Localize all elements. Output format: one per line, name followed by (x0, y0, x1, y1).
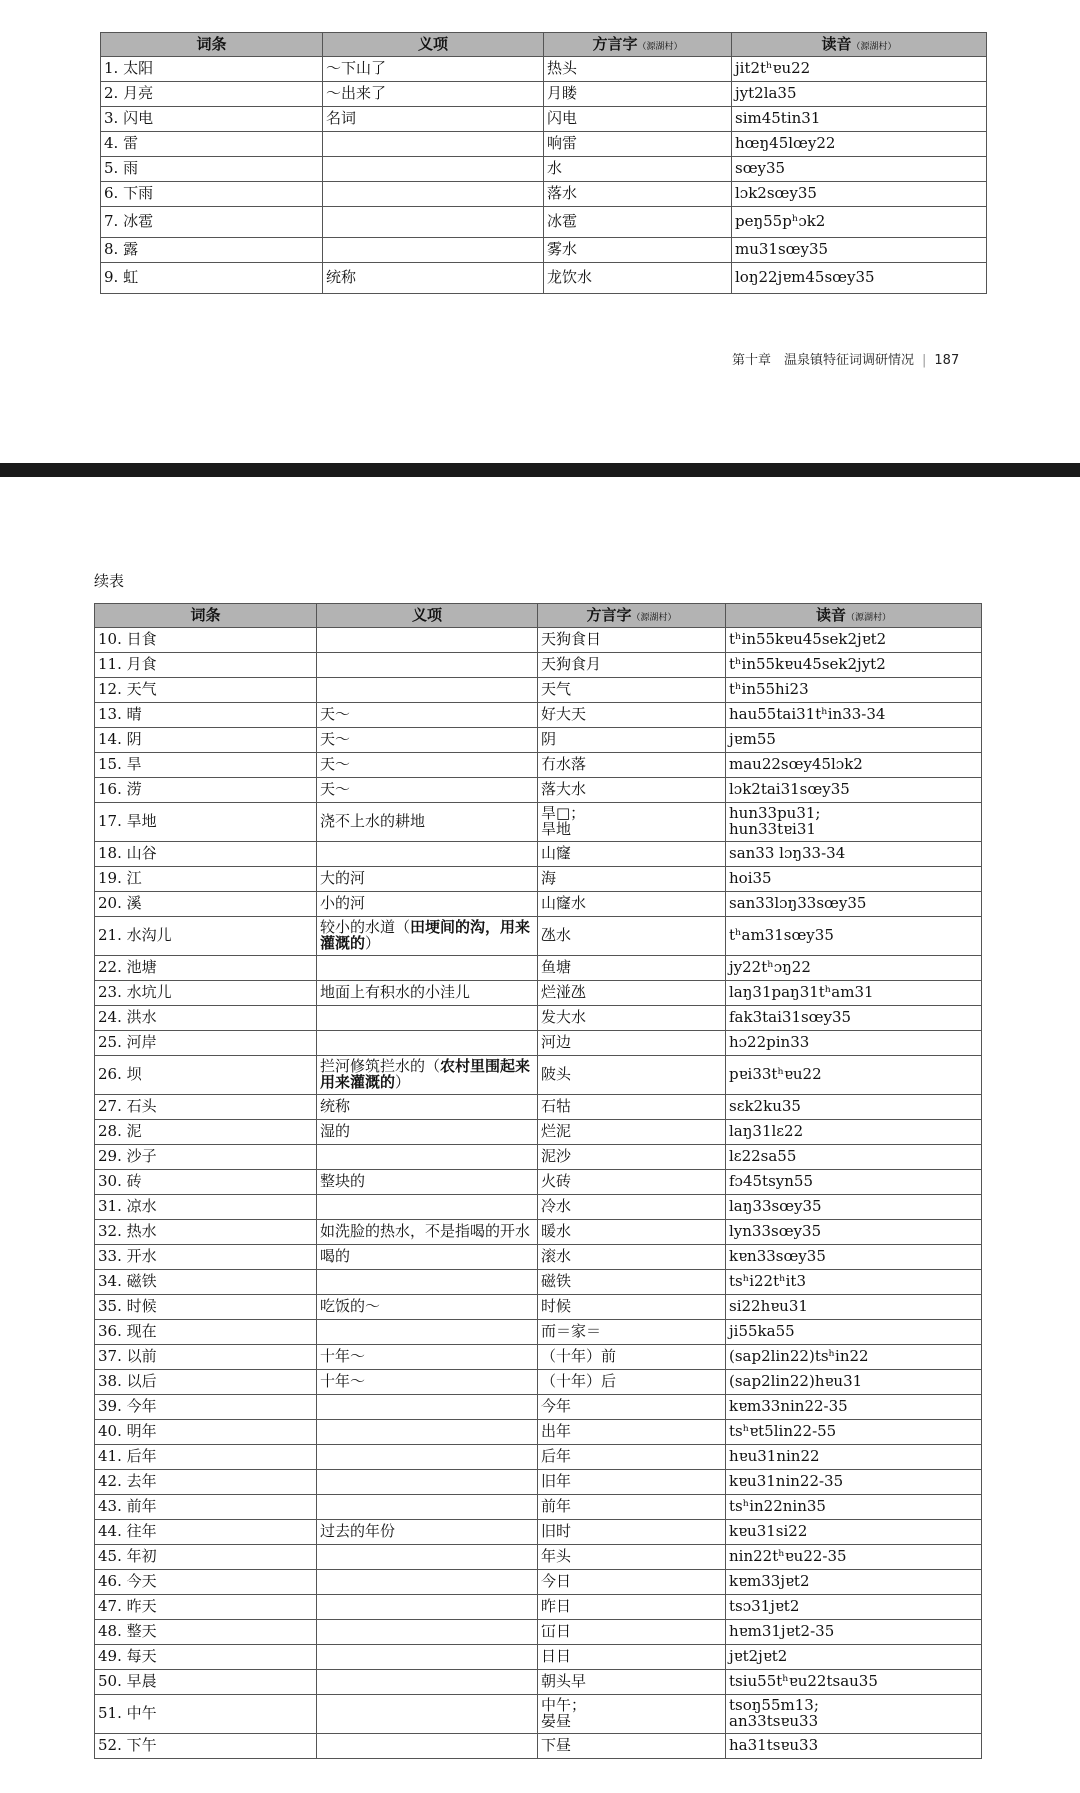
cell-dialect-char: 天气 (538, 678, 726, 703)
header-pronunciation: 读音（源湖村） (726, 604, 982, 628)
cell-pronunciation: ha31tsɐu33 (726, 1734, 982, 1759)
table-row (95, 678, 982, 703)
cell-pronunciation: jit2tʰɐu22 (732, 57, 987, 82)
cell-term: 35. 时候 (95, 1295, 317, 1320)
continued-label: 续表 (94, 572, 125, 590)
cell-term: 8. 露 (101, 238, 323, 263)
vocab-table-continued (94, 603, 982, 1759)
cell-dialect-char: 水 (544, 157, 732, 182)
cell-pronunciation: tʰam31sœy35 (726, 917, 982, 956)
table-row (95, 653, 982, 678)
cell-meaning: 统称 (323, 263, 544, 294)
table-row (95, 867, 982, 892)
table-row (95, 1545, 982, 1570)
cell-term: 48. 整天 (95, 1620, 317, 1645)
cell-pronunciation: hɐu31nin22 (726, 1445, 982, 1470)
cell-pronunciation: loŋ22jɐm45sœy35 (732, 263, 987, 294)
cell-pronunciation: hɐm31jɐt2-35 (726, 1620, 982, 1645)
table-body (101, 57, 987, 294)
cell-pronunciation: san33 lɔŋ33-34 (726, 842, 982, 867)
cell-meaning (323, 238, 544, 263)
header-note: （源湖村） (637, 41, 683, 52)
header-note: （源湖村） (851, 41, 897, 52)
cell-dialect-char: 响雷 (544, 132, 732, 157)
cell-dialect-char: 氹水 (538, 917, 726, 956)
table-row (95, 1734, 982, 1759)
table-row (101, 82, 987, 107)
cell-term: 1. 太阳 (101, 57, 323, 82)
table-body (95, 628, 982, 1759)
page-footer: 第十章 温泉镇特征词调研情况 | 187 (732, 353, 960, 368)
cell-pronunciation: kɐn33sœy35 (726, 1245, 982, 1270)
cell-pronunciation: hoi35 (726, 867, 982, 892)
cell-pronunciation: san33lɔŋ33sœy35 (726, 892, 982, 917)
cell-dialect-char: 滚水 (538, 1245, 726, 1270)
cell-dialect-char: 石牯 (538, 1095, 726, 1120)
cell-meaning (317, 1320, 538, 1345)
cell-pronunciation: kɐm33nin22-35 (726, 1395, 982, 1420)
cell-meaning: 名词 (323, 107, 544, 132)
cell-meaning: 拦河修筑拦水的（农村里围起来用来灌溉的） (317, 1056, 538, 1095)
cell-pronunciation: tʰin55kɐu45sek2jɐt2 (726, 628, 982, 653)
cell-term: 37. 以前 (95, 1345, 317, 1370)
cell-dialect-char: （十年）前 (538, 1345, 726, 1370)
cell-dialect-char: 磁铁 (538, 1270, 726, 1295)
cell-pronunciation: nin22tʰɐu22-35 (726, 1545, 982, 1570)
table-row (95, 753, 982, 778)
cell-dialect-char: 鱼塘 (538, 956, 726, 981)
table-header-row (95, 604, 982, 628)
table-row (95, 981, 982, 1006)
cell-pronunciation: sɛk2ku35 (726, 1095, 982, 1120)
cell-dialect-char: 烂湴氹 (538, 981, 726, 1006)
header-term: 词条 (101, 33, 323, 57)
cell-meaning (323, 207, 544, 238)
cell-meaning: 统称 (317, 1095, 538, 1120)
header-dialect-char: 方言字（源湖村） (544, 33, 732, 57)
cell-dialect-char: 雾水 (544, 238, 732, 263)
cell-pronunciation: laŋ33sœy35 (726, 1195, 982, 1220)
cell-pronunciation: sœy35 (732, 157, 987, 182)
cell-dialect-char: 下昼 (538, 1734, 726, 1759)
cell-dialect-char: 冷水 (538, 1195, 726, 1220)
table-row (101, 207, 987, 238)
cell-term: 51. 中午 (95, 1695, 317, 1734)
cell-term: 2. 月亮 (101, 82, 323, 107)
cell-pronunciation: hɔ22pin33 (726, 1031, 982, 1056)
cell-term: 45. 年初 (95, 1545, 317, 1570)
cell-term: 43. 前年 (95, 1495, 317, 1520)
cell-term: 15. 旱 (95, 753, 317, 778)
page-187 (0, 0, 1080, 463)
cell-dialect-char: 旧年 (538, 1470, 726, 1495)
table-row (95, 1445, 982, 1470)
header-pronunciation: 读音（源湖村） (732, 33, 987, 57)
cell-dialect-char: 山窿水 (538, 892, 726, 917)
cell-dialect-char: 中午； 晏昼 (538, 1695, 726, 1734)
cell-meaning (317, 1734, 538, 1759)
table-row (95, 1145, 982, 1170)
bold-note-close: ） (365, 934, 381, 952)
cell-dialect-char: 天狗食月 (538, 653, 726, 678)
table-row (95, 1395, 982, 1420)
table-row (95, 1695, 982, 1734)
cell-pronunciation: tʰin55hi23 (726, 678, 982, 703)
cell-pronunciation: pɐi33tʰɐu22 (726, 1056, 982, 1095)
cell-dialect-char: 闪电 (544, 107, 732, 132)
cell-meaning: 湿的 (317, 1120, 538, 1145)
cell-dialect-char: 天狗食日 (538, 628, 726, 653)
cell-term: 12. 天气 (95, 678, 317, 703)
cell-meaning: 天～ (317, 778, 538, 803)
table-row (95, 778, 982, 803)
cell-meaning (317, 1570, 538, 1595)
table-row (95, 1120, 982, 1145)
cell-pronunciation: jɐm55 (726, 728, 982, 753)
cell-term: 42. 去年 (95, 1470, 317, 1495)
cell-pronunciation: mu31sœy35 (732, 238, 987, 263)
cell-term: 16. 涝 (95, 778, 317, 803)
cell-term: 29. 沙子 (95, 1145, 317, 1170)
cell-term: 18. 山谷 (95, 842, 317, 867)
cell-meaning (323, 132, 544, 157)
cell-meaning (317, 1645, 538, 1670)
cell-dialect-char: 阴 (538, 728, 726, 753)
cell-pronunciation: jyt2la35 (732, 82, 987, 107)
cell-pronunciation: jɐt2jɐt2 (726, 1645, 982, 1670)
table-row (101, 132, 987, 157)
cell-pronunciation: hœŋ45lœy22 (732, 132, 987, 157)
cell-dialect-char: 山窿 (538, 842, 726, 867)
header-term: 词条 (95, 604, 317, 628)
cell-term: 39. 今年 (95, 1395, 317, 1420)
cell-meaning (317, 1595, 538, 1620)
cell-term: 50. 早晨 (95, 1670, 317, 1695)
cell-term: 33. 开水 (95, 1245, 317, 1270)
cell-pronunciation: tsiu55tʰɐu22tsau35 (726, 1670, 982, 1695)
cell-pronunciation: (sap2lin22)tsʰin22 (726, 1345, 982, 1370)
page-number: 187 (934, 353, 960, 368)
cell-term: 7. 冰雹 (101, 207, 323, 238)
cell-meaning (317, 1545, 538, 1570)
cell-term: 24. 洪水 (95, 1006, 317, 1031)
cell-term: 23. 水坑儿 (95, 981, 317, 1006)
cell-meaning: 喝的 (317, 1245, 538, 1270)
cell-meaning (317, 1195, 538, 1220)
table-row (95, 1295, 982, 1320)
cell-meaning (317, 1470, 538, 1495)
cell-term: 52. 下午 (95, 1734, 317, 1759)
cell-term: 40. 明年 (95, 1420, 317, 1445)
table-row (95, 1595, 982, 1620)
cell-term: 32. 热水 (95, 1220, 317, 1245)
cell-meaning (317, 1445, 538, 1470)
cell-meaning: 如洗脸的热水，不是指喝的开水 (317, 1220, 538, 1245)
cell-dialect-char: 暖水 (538, 1220, 726, 1245)
cell-term: 25. 河岸 (95, 1031, 317, 1056)
page-divider (0, 463, 1080, 477)
cell-term: 11. 月食 (95, 653, 317, 678)
header-dialect-char: 方言字（源湖村） (538, 604, 726, 628)
cell-pronunciation: lɔk2sœy35 (732, 182, 987, 207)
cell-term: 22. 池塘 (95, 956, 317, 981)
cell-dialect-char: 好大天 (538, 703, 726, 728)
table-row (95, 1520, 982, 1545)
cell-term: 30. 砖 (95, 1170, 317, 1195)
table-row (101, 238, 987, 263)
cell-dialect-char: 朝头早 (538, 1670, 726, 1695)
cell-term: 4. 雷 (101, 132, 323, 157)
cell-term: 14. 阴 (95, 728, 317, 753)
cell-dialect-char: 旱□； 旱地 (538, 803, 726, 842)
cell-term: 5. 雨 (101, 157, 323, 182)
table-row (95, 1006, 982, 1031)
cell-dialect-char: 月䁖 (544, 82, 732, 107)
cell-term: 9. 虹 (101, 263, 323, 294)
cell-meaning (317, 1006, 538, 1031)
cell-meaning (317, 842, 538, 867)
table-row (95, 1220, 982, 1245)
table-row (95, 917, 982, 956)
table-row (95, 628, 982, 653)
vocab-table-page-187 (100, 32, 987, 294)
cell-term: 26. 坝 (95, 1056, 317, 1095)
table-row (95, 1420, 982, 1445)
cell-pronunciation: si22hɐu31 (726, 1295, 982, 1320)
cell-pronunciation: sim45tin31 (732, 107, 987, 132)
cell-pronunciation: laŋ31paŋ31tʰam31 (726, 981, 982, 1006)
cell-dialect-char: 泥沙 (538, 1145, 726, 1170)
cell-pronunciation: fak3tai31sœy35 (726, 1006, 982, 1031)
table-row (95, 1056, 982, 1095)
cell-meaning (317, 1670, 538, 1695)
table-row (95, 1620, 982, 1645)
cell-pronunciation: tsɔ31jɐt2 (726, 1595, 982, 1620)
cell-meaning (317, 653, 538, 678)
cell-dialect-char: 出年 (538, 1420, 726, 1445)
cell-dialect-char: 旧时 (538, 1520, 726, 1545)
cell-dialect-char: 陂头 (538, 1056, 726, 1095)
cell-dialect-char: 前年 (538, 1495, 726, 1520)
cell-meaning: 天～ (317, 703, 538, 728)
cell-dialect-char: 火砖 (538, 1170, 726, 1195)
cell-meaning (317, 1695, 538, 1734)
cell-pronunciation: fɔ45tsyn55 (726, 1170, 982, 1195)
cell-dialect-char: 落大水 (538, 778, 726, 803)
cell-term: 28. 泥 (95, 1120, 317, 1145)
cell-pronunciation: tsʰin22nin35 (726, 1495, 982, 1520)
chapter-title: 第十章 温泉镇特征词调研情况 (732, 353, 915, 368)
cell-dialect-char: 昨日 (538, 1595, 726, 1620)
cell-meaning: 较小的水道（田埂间的沟，用来灌溉的） (317, 917, 538, 956)
cell-meaning: 过去的年份 (317, 1520, 538, 1545)
cell-dialect-char: 冚日 (538, 1620, 726, 1645)
table-row (95, 1170, 982, 1195)
cell-pronunciation: lɔk2tai31sœy35 (726, 778, 982, 803)
cell-term: 19. 江 (95, 867, 317, 892)
cell-meaning (317, 628, 538, 653)
bold-note-close: ） (395, 1073, 411, 1091)
cell-term: 46. 今天 (95, 1570, 317, 1595)
cell-term: 13. 晴 (95, 703, 317, 728)
table-row (101, 57, 987, 82)
cell-term: 38. 以后 (95, 1370, 317, 1395)
cell-dialect-char: 今日 (538, 1570, 726, 1595)
cell-term: 47. 昨天 (95, 1595, 317, 1620)
cell-term: 49. 每天 (95, 1645, 317, 1670)
table-row (95, 842, 982, 867)
cell-pronunciation: kɐu31nin22-35 (726, 1470, 982, 1495)
table-row (95, 1470, 982, 1495)
cell-dialect-char: 河边 (538, 1031, 726, 1056)
cell-term: 36. 现在 (95, 1320, 317, 1345)
table-row (95, 1095, 982, 1120)
cell-meaning (317, 956, 538, 981)
cell-pronunciation: lɛ22sa55 (726, 1145, 982, 1170)
cell-dialect-char: 龙饮水 (544, 263, 732, 294)
cell-pronunciation: kɐu31si22 (726, 1520, 982, 1545)
header-note: （源湖村） (631, 612, 677, 623)
cell-dialect-char: 热头 (544, 57, 732, 82)
cell-meaning (317, 1620, 538, 1645)
cell-dialect-char: 烂泥 (538, 1120, 726, 1145)
cell-meaning: 天～ (317, 728, 538, 753)
bold-note: 田埂间的沟，用来灌溉的 (320, 918, 531, 952)
cell-pronunciation: hau55tai31tʰin33-34 (726, 703, 982, 728)
cell-meaning: 地面上有积水的小洼儿 (317, 981, 538, 1006)
cell-pronunciation: kɐm33jɐt2 (726, 1570, 982, 1595)
cell-meaning: 浇不上水的耕地 (317, 803, 538, 842)
cell-meaning: 天～ (317, 753, 538, 778)
cell-meaning (317, 678, 538, 703)
cell-meaning: 大的河 (317, 867, 538, 892)
cell-meaning: 十年～ (317, 1370, 538, 1395)
cell-meaning (317, 1145, 538, 1170)
cell-meaning (323, 157, 544, 182)
table-row (95, 1245, 982, 1270)
table-row (95, 1645, 982, 1670)
table-row (95, 728, 982, 753)
cell-term: 44. 往年 (95, 1520, 317, 1545)
cell-dialect-char: 后年 (538, 1445, 726, 1470)
cell-pronunciation: tsʰɐt5lin22-55 (726, 1420, 982, 1445)
cell-term: 6. 下雨 (101, 182, 323, 207)
header-note: （源湖村） (846, 612, 892, 623)
table-header-row (101, 33, 987, 57)
cell-pronunciation: tʰin55kɐu45sek2jyt2 (726, 653, 982, 678)
cell-dialect-char: （十年）后 (538, 1370, 726, 1395)
cell-pronunciation: ji55ka55 (726, 1320, 982, 1345)
cell-meaning: ～出来了 (323, 82, 544, 107)
cell-meaning (323, 182, 544, 207)
cell-pronunciation: tsʰi22tʰit3 (726, 1270, 982, 1295)
table-row (101, 263, 987, 294)
cell-meaning (317, 1395, 538, 1420)
header-meaning: 义项 (323, 33, 544, 57)
table-row (95, 1345, 982, 1370)
cell-term: 3. 闪电 (101, 107, 323, 132)
cell-term: 21. 水沟儿 (95, 917, 317, 956)
cell-dialect-char: 日日 (538, 1645, 726, 1670)
table-row (101, 107, 987, 132)
cell-dialect-char: 而＝家＝ (538, 1320, 726, 1345)
cell-meaning (317, 1270, 538, 1295)
cell-term: 10. 日食 (95, 628, 317, 653)
cell-pronunciation: jy22tʰɔŋ22 (726, 956, 982, 981)
table-row (95, 1370, 982, 1395)
cell-meaning (317, 1420, 538, 1445)
cell-dialect-char: 海 (538, 867, 726, 892)
table-row (95, 1270, 982, 1295)
cell-dialect-char: 时候 (538, 1295, 726, 1320)
cell-pronunciation: hun33pu31; hun33tɐi31 (726, 803, 982, 842)
cell-meaning: 小的河 (317, 892, 538, 917)
cell-pronunciation: peŋ55pʰɔk2 (732, 207, 987, 238)
cell-pronunciation: mau22sœy45lɔk2 (726, 753, 982, 778)
cell-meaning (317, 1031, 538, 1056)
cell-term: 27. 石头 (95, 1095, 317, 1120)
cell-pronunciation: laŋ31lɛ22 (726, 1120, 982, 1145)
table-row (95, 1031, 982, 1056)
cell-pronunciation: tsoŋ55m13; an33tsɐu33 (726, 1695, 982, 1734)
bold-note: 农村里围起来用来灌溉的 (320, 1057, 531, 1091)
cell-dialect-char: 年头 (538, 1545, 726, 1570)
table-row (95, 1320, 982, 1345)
cell-term: 34. 磁铁 (95, 1270, 317, 1295)
table-row (95, 956, 982, 981)
table-row (95, 1195, 982, 1220)
cell-dialect-char: 冰雹 (544, 207, 732, 238)
cell-pronunciation: (sap2lin22)hɐu31 (726, 1370, 982, 1395)
table-row (95, 1570, 982, 1595)
table-row (95, 892, 982, 917)
cell-meaning: 吃饭的～ (317, 1295, 538, 1320)
cell-term: 17. 旱地 (95, 803, 317, 842)
table-row (95, 703, 982, 728)
table-row (95, 1495, 982, 1520)
cell-meaning: 十年～ (317, 1345, 538, 1370)
cell-dialect-char: 冇水落 (538, 753, 726, 778)
header-meaning: 义项 (317, 604, 538, 628)
cell-meaning: ～下山了 (323, 57, 544, 82)
table-row (95, 1670, 982, 1695)
cell-dialect-char: 今年 (538, 1395, 726, 1420)
table-row (95, 803, 982, 842)
cell-pronunciation: lyn33sœy35 (726, 1220, 982, 1245)
cell-dialect-char: 落水 (544, 182, 732, 207)
cell-term: 41. 后年 (95, 1445, 317, 1470)
cell-term: 31. 凉水 (95, 1195, 317, 1220)
table-row (101, 157, 987, 182)
cell-meaning: 整块的 (317, 1170, 538, 1195)
cell-meaning (317, 1495, 538, 1520)
cell-dialect-char: 发大水 (538, 1006, 726, 1031)
cell-term: 20. 溪 (95, 892, 317, 917)
table-row (101, 182, 987, 207)
